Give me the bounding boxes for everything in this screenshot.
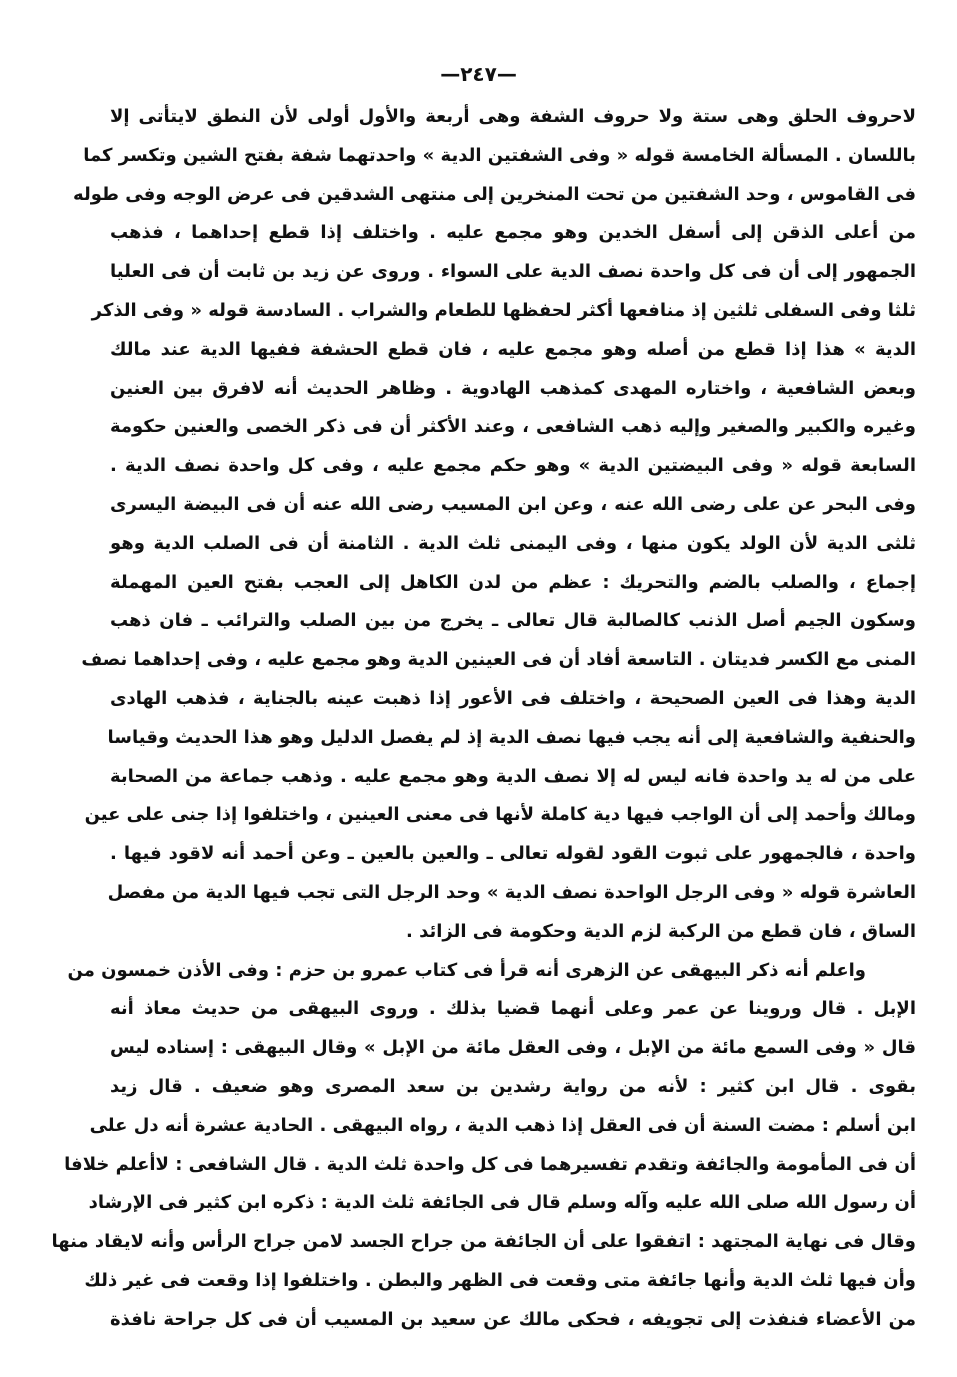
text-line: وفى البحر عن على رضى الله عنه ، وعن ابن المسيب رضى الله عنه أن فى البيضة اليسرى — [110, 493, 916, 515]
text-line: المنى مع الكسر فديتان . التاسعة أفاد أن فى العينين الدية وهو مجمع عليه ، وفى إحداهما نصف — [81, 649, 916, 671]
text-line: من أعلى الذقن إلى أسفل الخدين وهو مجمع عليه . واختلف إذا قطع إحداهما ، فذهب — [110, 222, 916, 244]
text-line: الإبل . قال وروينا عن عمر وعلى أنهما قضيا بذلك . وروى البيهقى من حديث معاذ أنه — [110, 998, 916, 1020]
text-line: والحنفية والشافعية إلى أنه يجب فيها نصف الدية إذ لم يفصل الدليل وهو هذا الحديث وقياسا — [107, 726, 916, 748]
text-line: وأن فيها ثلث الدية وأنها جائفة متى وقعت فى الظهر والبطن . واختلفوا إذا وقعت فى غير ذلك — [84, 1269, 916, 1291]
paragraph-end-line: الساق ، فان قطع من الركبة لزم الدية وحكومة فى الزائد . — [405, 920, 916, 942]
text-line: الدية » هذا إذا قطع من أصله وهو مجمع عليه ، فان قطع الحشفة ففيها الدية عند مالك — [110, 338, 916, 360]
body-text — [51, 98, 916, 1340]
text-line: على من له يد واحدة فانه ليس له إلا نصف الدية وهو مجمع عليه . وذهب جماعة من الصحابة — [110, 765, 916, 787]
text-line: أن فى المأمومة والجائفة وتقدم تفسيرهما فى كل واحدة ثلث الدية . قال الشافعى : لاأعلم خلافا — [64, 1153, 916, 1175]
text-line: باللسان . المسألة الخامسة قوله « وفى الشفتين الدية » واحدتهما شفة بفتح الشين وتكسر كما — [83, 144, 916, 166]
text-line: واحدة ، فالجمهور على ثبوت القود لقوله تعالى ـ والعين بالعين ـ وعن أحمد أنه لاقود فيها . — [110, 843, 916, 865]
text-line: من الأعضاء فنفذت إلى تجويفه ، فحكى مالك عن سعيد بن المسيب أن فى كل جراحة نافذة — [110, 1308, 916, 1330]
text-line: ومالك وأحمد إلى أن الواجب فيها دية كاملة لأنها فى معنى العينين ، واختلفوا إذا جنى على عين — [84, 804, 916, 826]
text-line: الجمهور إلى أن فى كل واحدة نصف الدية على السواء . وروى عن زيد بن ثابت أن فى العليا — [110, 261, 916, 283]
text-line: وقال فى نهاية المجتهد : اتفقوا على أن الجائفة من جراح الجسد لامن جراح الرأس وأنه لايقاد منها — [51, 1231, 916, 1253]
text-line: ابن أسلم : مضت السنة أن فى العقل إذا ذهب الدية ، رواه البيهقى . الحادية عشرة أنه دل على — [89, 1114, 916, 1136]
page-number: —٢٤٧— — [440, 62, 517, 86]
text-line: فى القاموس ، وحد الشفتين من تحت المنخرين إلى منتهى الشدقين فى عرض الوجه وفى طوله — [73, 183, 916, 205]
text-line: السابعة قوله « وفى البيضتين الدية » وهو حكم مجمع عليه ، وفى كل واحدة نصف الدية . — [110, 455, 916, 477]
text-line: بقوى . قال ابن كثير : لأنه من رواية رشدين بن سعد المصرى وهو ضعيف . قال زيد — [110, 1075, 916, 1097]
text-line: قال « وفى السمع مائة من الإبل ، وفى العقل مائة من الإبل » وقال البيهقى : إسناده ليس — [110, 1037, 916, 1059]
text-line: ثلثا وفى السفلى ثلثين إذ منافعها أكثر لحفظها للطعام والشراب . السادسة قوله « وفى الذكر — [91, 299, 916, 321]
text-line: الدية وهذا فى العين الصحيحة ، واختلف فى الأعور إذا ذهبت عينه بالجناية ، فذهب الهادى — [110, 687, 916, 709]
text-line: إجماع ، والصلب بالضم والتحريك : عظم من لدن الكاهل إلى العجب بفتح العين المهملة — [110, 571, 916, 593]
text-line: وبعض الشافعية ، واختاره المهدى كمذهب الهادوية . وظاهر الحديث أنه لافرق بين العنين — [110, 377, 916, 399]
text-line: وغيره والكبير والصغير وإليه ذهب الشافعى ، وعند الأكثر أن فى ذكر الخصى والعنين حكومة — [110, 416, 916, 438]
text-line: ثلثى الدية لأن الولد يكون منها ، وفى اليمنى ثلث الدية . الثامنة أن فى الصلب الدية وهو — [110, 532, 916, 554]
paragraph-start-line: واعلم أنه ذكر البيهقى عن الزهرى أنه قرأ فى كتاب عمرو بن حزم : وفى الأذن خمسون من — [67, 959, 866, 981]
text-line: لاحروف الحلق وهى ستة ولا حروف الشفة وهى أربعة والأول أولى لأن النطق لايتأتى إلا — [110, 106, 916, 127]
text-line: أن رسول الله صلى الله عليه وآله وسلم قال فى الجائفة ثلث الدية : ذكره ابن كثير فى الإرشاد — [88, 1192, 916, 1214]
text-line: وسكون الجيم أصل الذنب كالصالبة قال تعالى ـ يخرج من بين الصلب والترائب ـ فان ذهب — [110, 610, 916, 632]
text-line: العاشرة قوله « وفى الرجل الواحدة نصف الدية » وحد الرجل التى تجب فيها الدية من مفصل — [107, 881, 916, 903]
